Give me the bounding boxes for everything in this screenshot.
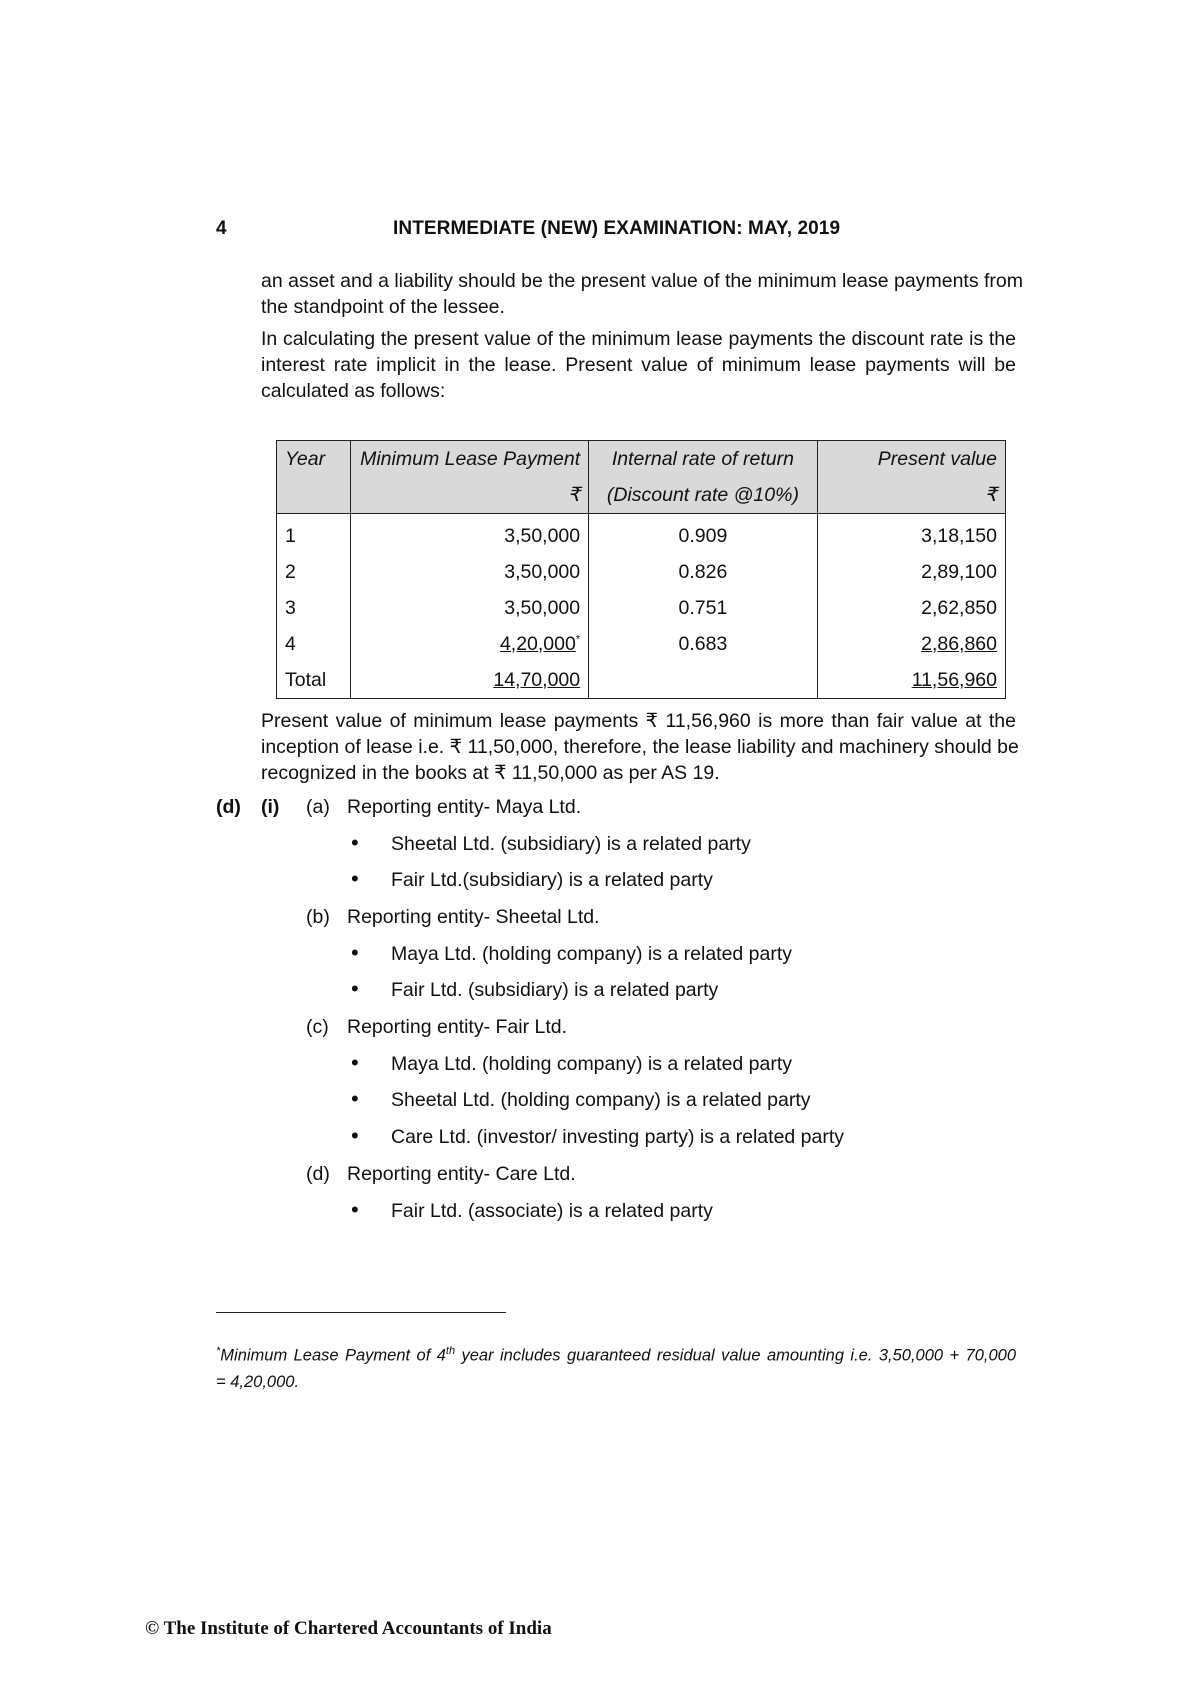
conclusion-line-3: recognized in the books at ₹ 11,50,000 as per AS 19. <box>261 762 720 784</box>
bullet-icon: • <box>351 1086 359 1111</box>
group-title: Reporting entity- Care Ltd. <box>347 1163 576 1185</box>
list-item: Sheetal Ltd. (subsidiary) is a related party <box>391 833 751 855</box>
list-item: Maya Ltd. (holding company) is a related party <box>391 1053 793 1075</box>
table-row: 2 3,50,000 0.826 2,89,100 <box>277 554 1006 590</box>
list-item: Maya Ltd. (holding company) is a related party <box>391 943 793 965</box>
bullet-icon: • <box>351 866 359 891</box>
bullet-icon: • <box>351 1123 359 1148</box>
table-row: 4 4,20,000* 0.683 2,86,860 <box>277 626 1006 662</box>
bullet-icon: • <box>351 940 359 965</box>
intro-line-1: an asset and a liability should be the present value of the minimum lease payments from <box>261 270 1023 292</box>
footnote-mark: * <box>575 633 581 645</box>
copyright-footer: © The Institute of Chartered Accountants of India <box>145 1618 552 1639</box>
footnote-divider <box>216 1312 506 1313</box>
table-row: 1 3,50,000 0.909 3,18,150 <box>277 514 1006 555</box>
group-title: Reporting entity- Sheetal Ltd. <box>347 906 600 928</box>
group-label: (b) <box>306 906 330 928</box>
section-label-i: (i) <box>261 796 280 818</box>
calc-line-3: calculated as follows: <box>261 380 446 402</box>
header-pv: Present value <box>817 441 1005 478</box>
footnote: *Minimum Lease Payment of 4th year includes guaranteed residual value amounting i.e. 3,50,000 + 70,000 = 4,20,000. <box>216 1345 1017 1391</box>
calculation-paragraph <box>261 326 1016 404</box>
list-item: Care Ltd. (investor/ investing party) is a related party <box>391 1126 845 1148</box>
group-title: Reporting entity- Fair Ltd. <box>347 1016 568 1038</box>
list-item: Sheetal Ltd. (holding company) is a related party <box>391 1089 811 1111</box>
conclusion-line-2: inception of lease i.e. ₹ 11,50,000, therefore, the lease liability and machinery should be <box>261 736 1019 758</box>
group-title: Reporting entity- Maya Ltd. <box>347 796 582 818</box>
intro-line-2: the standpoint of the lessee. <box>261 296 505 318</box>
calc-line-2: interest rate implicit in the lease. Present value of minimum lease payments will be <box>261 354 1016 376</box>
page-title: INTERMEDIATE (NEW) EXAMINATION: MAY, 2019 <box>393 218 841 239</box>
page-number: 4 <box>216 218 227 239</box>
conclusion-paragraph <box>261 708 1019 786</box>
header-irr: Internal rate of return <box>589 441 818 478</box>
list-item: Fair Ltd.(subsidiary) is a related party <box>391 869 713 891</box>
group-label: (c) <box>306 1016 329 1038</box>
list-item: Fair Ltd. (subsidiary) is a related party <box>391 979 719 1001</box>
list-item: Fair Ltd. (associate) is a related party <box>391 1200 713 1222</box>
bullet-icon: • <box>351 830 359 855</box>
bullet-icon: • <box>351 976 359 1001</box>
bullet-icon: • <box>351 1050 359 1075</box>
group-label: (d) <box>306 1163 330 1185</box>
header-year: Year <box>277 441 351 478</box>
table-row: 3 3,50,000 0.751 2,62,850 <box>277 590 1006 626</box>
header-pv-unit: ₹ <box>817 477 1005 514</box>
lease-pv-table <box>276 440 1006 699</box>
intro-paragraph <box>261 268 1023 320</box>
header-mlp-unit: ₹ <box>350 477 589 514</box>
conclusion-line-1: Present value of minimum lease payments ₹ 11,56,960 is more than fair value at the <box>261 710 1016 732</box>
header-mlp: Minimum Lease Payment <box>350 441 589 478</box>
table-total-row: Total 14,70,000 11,56,960 <box>277 662 1006 699</box>
section-label-d: (d) <box>216 796 241 818</box>
calc-line-1: In calculating the present value of the minimum lease payments the discount rate is the <box>261 328 1016 350</box>
header-irr-sub: (Discount rate @10%) <box>589 477 818 514</box>
group-label: (a) <box>306 796 330 818</box>
bullet-icon: • <box>351 1197 359 1222</box>
